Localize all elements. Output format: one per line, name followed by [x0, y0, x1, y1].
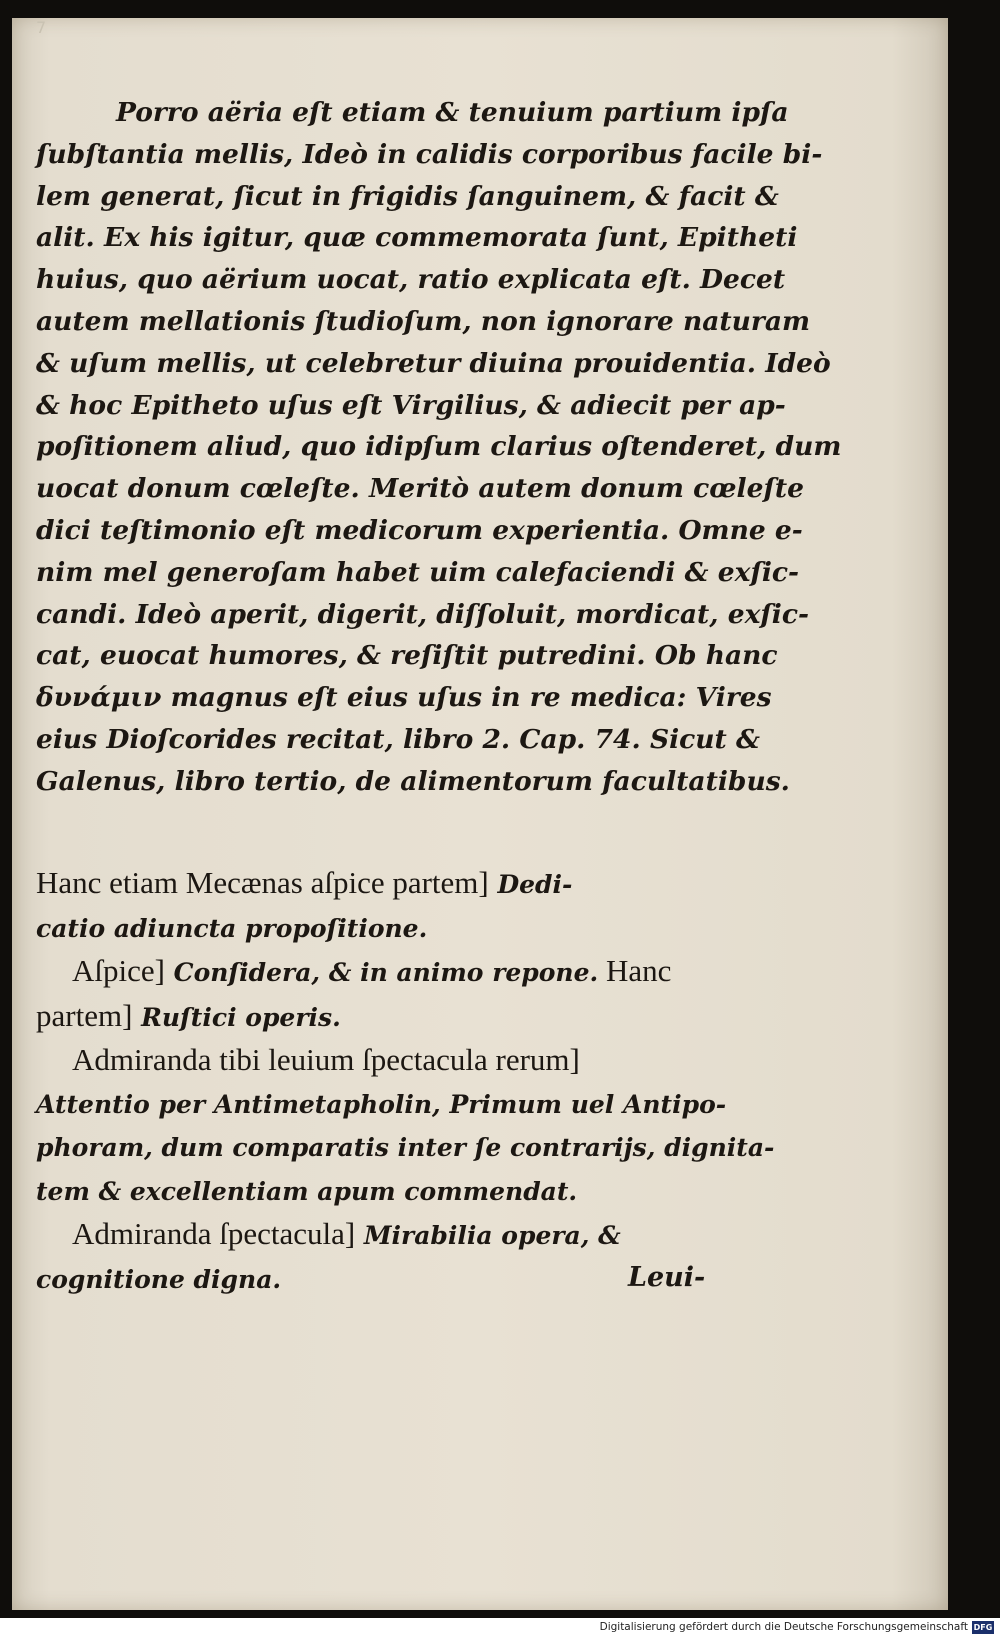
lemma-text: Hanc etiam Mecænas aſpice partem] — [36, 865, 489, 900]
lemma-text: Hanc — [598, 953, 672, 988]
text-line — [36, 1083, 756, 1127]
gloss-text: Attentio per Antimetapholin, Primum uel Antipo- — [36, 1089, 727, 1119]
lemma-text: partem] — [36, 997, 133, 1033]
gloss-text: Conſidera, & in animo repone. — [164, 958, 599, 987]
text-line: candi. Ideò aperit, digerit, diſſoluit, mordicat, exſic- — [36, 598, 809, 630]
text-line: cat, euocat humores, & reſiſtit putredini. Ob hanc — [36, 640, 778, 672]
text-line: uocat donum cœleſte. Meritò autem donum cœleſte — [36, 473, 804, 505]
text-line: nim mel generoſam habet uim calefaciendi & exſic- — [36, 556, 800, 588]
text-line: alit. Ex his igitur, quæ commemorata ſunt, Epitheti — [36, 222, 798, 254]
text-line — [36, 1170, 756, 1214]
lemma-text: Aſpice] — [72, 953, 165, 988]
text-line: ſubſtantia mellis, Ideò in calidis corporibus facile bi- — [36, 138, 823, 170]
gloss-text: Mirabilia opera, & — [355, 1221, 621, 1250]
text-line: lem generat, ſicut in frigidis ſanguinem, & facit & — [36, 180, 779, 212]
text-line: autem mellationis ſtudioſum, non ignorare naturam — [36, 305, 811, 337]
corner-mark: 7 — [36, 18, 47, 37]
text-line: dici teſtimonio eſt medicorum experientia. Omne e- — [36, 514, 803, 546]
footer-bar — [0, 1618, 1000, 1638]
gloss-text: Dedi- — [488, 870, 573, 899]
text-line: Galenus, libro tertio, de alimentorum facultatibus. — [36, 765, 790, 797]
gloss-text: phoram, dum comparatis inter ſe contrarijs, dignita- — [36, 1133, 775, 1162]
text-line: huius, quo aërium uocat, ratio explicata eſt. Decet — [36, 264, 786, 296]
text-line — [36, 907, 756, 951]
text-line: δυνάμιν magnus eſt eius uſus in re medica: Vires — [36, 682, 772, 714]
gloss-text: tem & excellentiam apum commendat. — [36, 1176, 578, 1206]
text-line: Porro aëria eſt etiam & tenuium partium ipſa — [116, 97, 789, 128]
text-line — [36, 1213, 756, 1258]
gloss-text: catio adiuncta propoſitione. — [36, 913, 428, 943]
text-line — [36, 950, 756, 995]
paragraph-1 — [36, 92, 842, 803]
text-line: poſitionem aliud, quo idipſum clarius oſtenderet, dum — [36, 431, 842, 463]
text-line: eius Dioſcorides recitat, libro 2. Cap. 74. Sicut & — [36, 723, 760, 755]
text-line — [36, 862, 756, 907]
text-line — [36, 995, 756, 1040]
catchword: Leui- — [628, 1262, 706, 1293]
gloss-text: cognitione digna. — [36, 1264, 282, 1294]
text-line: & uſum mellis, ut celebretur diuina prouidentia. Ideò — [36, 347, 831, 379]
commentary-paragraph — [36, 92, 842, 803]
gloss-text: Ruſtici operis. — [132, 1002, 341, 1032]
text-line: & hoc Epitheto uſus eſt Virgilius, & adiecit per ap- — [36, 389, 786, 421]
dfg-logo: DFG — [973, 1623, 993, 1632]
funding-credit: Digitalisierung gefördert durch die Deutsche Forschungsgemeinschaft — [599, 1621, 968, 1633]
text-line — [36, 1039, 756, 1083]
lemma-text: Admiranda tibi leuium ſpectacula rerum] — [72, 1042, 580, 1077]
text-line — [36, 1126, 775, 1170]
lemma-text: Admiranda ſpectacula] — [72, 1216, 356, 1251]
lemma-section — [36, 862, 775, 1301]
